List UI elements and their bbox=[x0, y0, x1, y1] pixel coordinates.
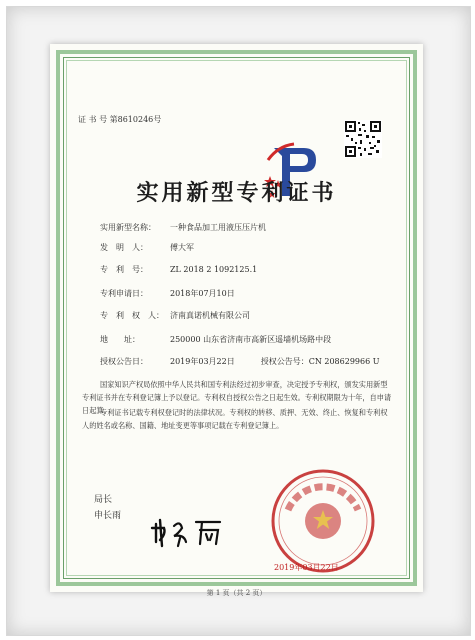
field-application-date bbox=[100, 288, 235, 299]
field-patentee bbox=[100, 310, 250, 321]
field-value: 济南真诺机械有限公司 bbox=[170, 311, 250, 320]
qr-code-icon bbox=[344, 120, 382, 158]
field-label: 实用新型名称： bbox=[100, 223, 156, 232]
paragraph-grant-statement: 国家知识产权局依照中华人民共和国专利法经过初步审查，决定授予专利权，颁发实用新型专利证书并在专利登记簿上予以登记。专利权自授权公告之日起生效。专利权期限为十年，自申请日起算。 bbox=[82, 380, 392, 415]
field-value: 傅大军 bbox=[170, 243, 194, 252]
handwritten-signature-icon bbox=[150, 514, 230, 550]
certificate-paper bbox=[50, 44, 423, 597]
field-label: 专利申请日： bbox=[100, 289, 148, 298]
certificate-title: 实用新型专利证书 bbox=[136, 180, 337, 206]
field-label: 发 明 人： bbox=[100, 243, 148, 252]
field-value: 一种食品加工用液压压片机 bbox=[170, 223, 266, 232]
signature-title: 局长 bbox=[94, 495, 113, 505]
field-label: 授权公告日： bbox=[100, 357, 148, 366]
field-value: 250000 山东省济南市高新区遥墙机场路中段 bbox=[170, 335, 332, 344]
official-seal-icon bbox=[268, 466, 378, 576]
field-inventor bbox=[100, 242, 194, 253]
field-value: ZL 2018 2 1092125.1 bbox=[170, 265, 258, 274]
field-publication-number: 授权公告号：CN 208629966 U bbox=[260, 357, 380, 366]
field-label: 专 利 权 人： bbox=[100, 311, 164, 320]
field-value: 2019年03月22日 bbox=[170, 357, 235, 366]
page-number: 第 1 页（共 2 页） bbox=[206, 589, 267, 597]
field-value: 2018年07月10日 bbox=[170, 289, 235, 298]
field-utility-model-name bbox=[100, 222, 266, 233]
field-grant-date bbox=[100, 356, 379, 367]
field-label: 地 址： bbox=[100, 335, 140, 344]
certificate-number: 证 书 号 第8610246号 bbox=[78, 115, 162, 124]
seal-date: 2019年03月22日 bbox=[274, 563, 339, 572]
paragraph-legal-status: 专利证书记载专利权登记时的法律状况。专利权的转移、质押、无效、终止、恢复和专利权人的姓名或名称、国籍、地址变更等事项记载在专利登记簿上。 bbox=[82, 408, 388, 430]
field-patent-number bbox=[100, 264, 257, 275]
field-label: 专 利 号： bbox=[100, 265, 148, 274]
field-address bbox=[100, 334, 331, 345]
signature-name: 申长雨 bbox=[94, 511, 122, 521]
